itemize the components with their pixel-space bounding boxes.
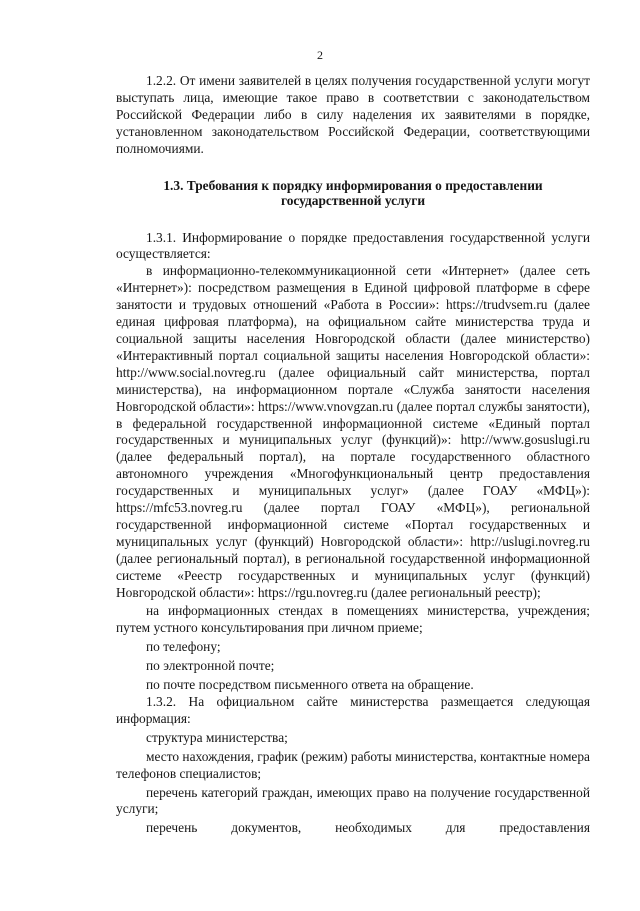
document-body xyxy=(116,73,590,837)
paragraph-1-2-2: 1.2.2. От имени заявителей в целях получения государственной услуги могут выступать лица, имеющие такое право в соответствии с законодательством Российской Федерации либо в силу наделения их заявителями в порядке, установленном законодательством Российской Федерации, соответствующими полномочиями. xyxy=(116,73,590,156)
paragraph-by-mail: по почте посредством письменного ответа на обращение. xyxy=(146,677,474,693)
paragraph-by-phone: по телефону; xyxy=(146,639,221,655)
paragraph-ministry-structure: структура министерства; xyxy=(146,729,288,745)
paragraph-location-schedule: место нахождения, график (режим) работы министерства, контактные номера телефонов специалистов; xyxy=(116,748,590,781)
paragraph-citizen-categories: перечень категорий граждан, имеющих право на получение государственной услуги; xyxy=(116,784,590,817)
paragraph-1-3-2: 1.3.2. На официальном сайте министерства размещается следующая информация: xyxy=(116,694,590,726)
paragraph-by-email: по электронной почте; xyxy=(146,658,275,674)
paragraph-info-stands: на информационных стендах в помещениях министерства, учреждения; путем устного консультирования при личном приеме; xyxy=(116,603,590,636)
paragraph-1-3-1: 1.3.1. Информирование о порядке предоставления государственной услуги осуществляется: xyxy=(116,229,590,262)
paragraph-documents-list: перечень документов, необходимых для предоставления xyxy=(146,820,590,836)
page-number: 2 xyxy=(317,48,323,62)
section-heading-1-3: 1.3. Требования к порядку информирования о предоставлении государственной услуги xyxy=(163,177,543,209)
paragraph-internet-sources: в информационно-телекоммуникационной сети «Интернет» (далее сеть «Интернет»): посредством размещения в Единой цифровой платформе в сфере занятости и трудовых отношений «Работа в России»: https://trudvsem.ru (далее единая цифровая платформа), на официальном сайте министерства труда и социальной защиты населения Новгородской области (далее министерство) «Интерактивный портал социальной защиты населения Новгородской области»: http://www.social.novreg.ru (далее официальный сайт министерства, портал министерства), на информационном портале «Служба занятости населения Новгородской области»: https://www.vnovgzan.ru (далее портал службы занятости), в федеральной государственной информационной системе «Единый портал государственных и муниципальных услуг (функций)»: http://www.gosuslugi.ru (далее федеральный портал), на портале государственного областного автономного учреждения «Многофункциональный центр предоставления государственных и муниципальных услуг» (далее ГОАУ «МФЦ»): https://mfc53.novreg.ru (далее портал ГОАУ «МФЦ»), региональной государственной информационной системе «Портал государственных и муниципальных услуг (функций) Новгородской области»: http://uslugi.novreg.ru (далее региональный портал), в региональной государственной информационной системе «Реестр государственных и муниципальных услуг (функций) Новгородской области»: https://rgu.novreg.ru (далее региональный реестр); xyxy=(116,263,590,600)
